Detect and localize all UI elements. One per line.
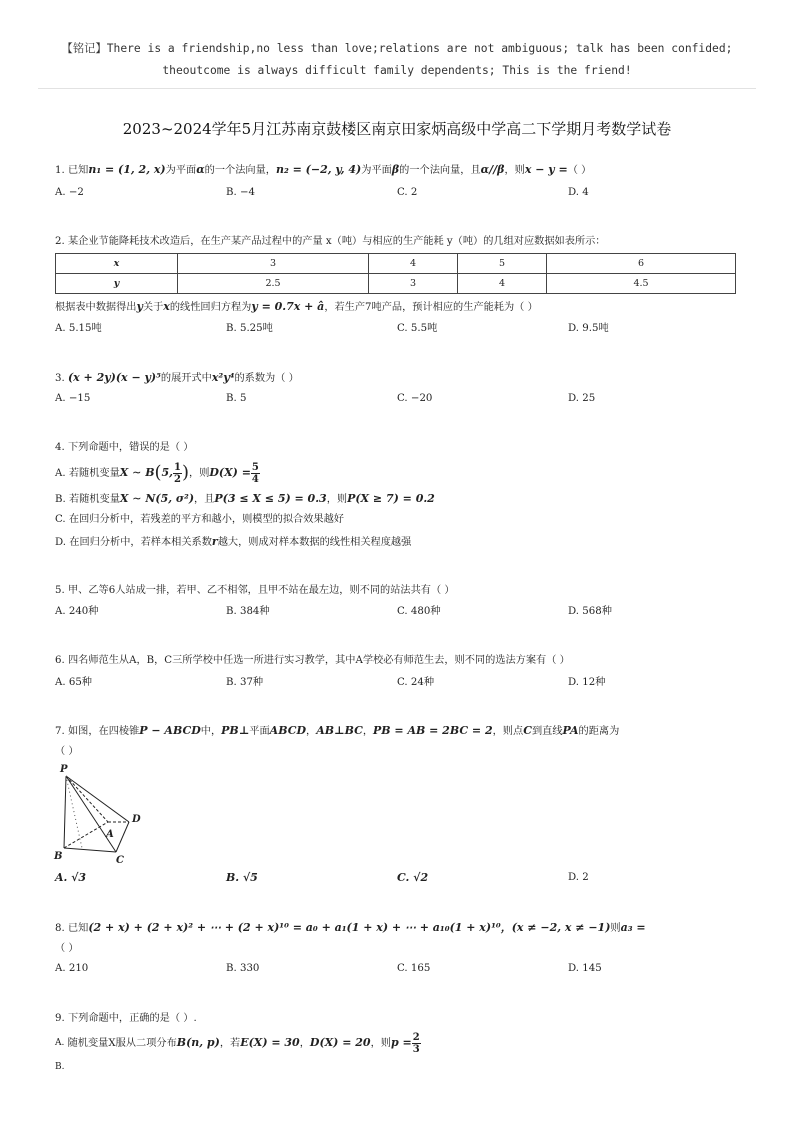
q2-option-b: B. 5.25吨	[226, 323, 273, 334]
q8-text: 8. 已知	[55, 923, 89, 934]
q9-expectation: E(X) = 30	[240, 1036, 300, 1049]
question-1	[55, 163, 591, 178]
q4-arg: 5,	[161, 466, 174, 479]
q1-text: 为平面	[361, 165, 392, 176]
q6-option-c: C. 24种	[397, 677, 435, 688]
q8-option-c: C. 165	[397, 963, 431, 974]
q5-option-b: B. 384种	[226, 606, 270, 617]
q1-vector-n2: n₂ = (−2, y, 4)	[275, 163, 362, 176]
question-7	[55, 724, 619, 739]
table-cell: 3	[178, 254, 369, 274]
question-2: 2. 某企业节能降耗技术改造后，在生产某产品过程中的产量 x（吨）与相应的生产能耗 y（吨）的几组对应数据如表所示：	[55, 236, 606, 247]
q1-option-d: D. 4	[568, 187, 589, 198]
option-text: B. √5	[226, 871, 258, 884]
q2-text: 根据表中数据得出	[55, 302, 137, 313]
q5-option-c: C. 480种	[397, 606, 441, 617]
q4-option-b	[55, 492, 435, 507]
q9-option-letter: A.	[55, 1038, 65, 1048]
motto-line-2: theoutcome is always difficult family dependents; This is the friend!	[162, 64, 632, 77]
fraction-denominator: 4	[251, 473, 259, 485]
q7-option-b	[226, 871, 258, 886]
q1-beta: β	[391, 163, 400, 176]
q1-condition: α//β	[480, 163, 505, 176]
q4-paren: )	[181, 462, 190, 483]
q9-option-a	[55, 1029, 421, 1058]
q9-text: 随机变量X服从二项分布	[67, 1038, 177, 1049]
q8-ask: a₃ =	[620, 921, 646, 934]
q1-expression: x − y =	[524, 163, 568, 176]
table-cell: 3	[369, 274, 458, 294]
fraction-numerator: 1	[174, 461, 181, 473]
q2-data-table	[55, 253, 736, 294]
q8-condition: ，(x ≠ −2, x ≠ −1)	[500, 921, 611, 934]
q8-answer-blank: （ ）	[55, 943, 79, 954]
label-p: P	[60, 764, 68, 775]
q4-option-d	[55, 535, 411, 550]
q4-option-a	[55, 459, 260, 488]
q7-text: 平面	[249, 726, 270, 737]
q7-condition: AB⊥BC	[316, 724, 363, 737]
q1-text: ，则	[504, 165, 525, 176]
q7-lengths: PB = AB = 2BC = 2	[373, 724, 493, 737]
q2-text: 关于	[142, 302, 164, 313]
label-b: B	[54, 851, 63, 862]
question-5: 5. 甲、乙等6人站成一排，若甲、乙不相邻，且甲不站在最左边，则不同的站法共有（ ）	[55, 585, 455, 596]
q9-option-b: B.	[55, 1062, 65, 1072]
q4-variance: D(X) =	[209, 466, 251, 479]
q8-option-d: D. 145	[568, 963, 602, 974]
option-text: C. √2	[397, 871, 429, 884]
question-4: 4. 下列命题中，错误的是（ ）	[55, 442, 194, 453]
table-header-y: y	[56, 274, 178, 294]
q7-text: ，	[362, 726, 374, 737]
q1-option-a: A. −2	[55, 187, 84, 198]
q7-option-a	[55, 871, 86, 886]
edge-ba	[64, 822, 108, 848]
motto-line-1: 【铭记】There is a friendship,no less than love;relations are not ambiguous; talk has been confided;	[61, 42, 733, 55]
q9-fraction	[412, 1032, 421, 1055]
q1-option-c: C. 2	[397, 187, 418, 198]
option-text: A. √3	[55, 871, 87, 884]
q4-text: ，则	[326, 494, 348, 505]
q3-option-b: B. 5	[226, 393, 247, 404]
q4-var-r: r	[211, 535, 218, 548]
q1-option-b: B. −4	[226, 187, 255, 198]
q3-text: 的展开式中	[160, 373, 212, 384]
q8-text: 则	[610, 923, 621, 934]
q2-text: ，若生产7吨产品，预计相应的生产能耗为（ ）	[324, 302, 538, 313]
q2-option-c: C. 5.5吨	[397, 323, 438, 334]
table-row	[56, 254, 736, 274]
edge-pa	[66, 776, 108, 822]
fraction-denominator: 2	[174, 473, 181, 485]
q7-option-d: D. 2	[568, 872, 589, 883]
q5-option-d: D. 568种	[568, 606, 612, 617]
table-cell: 2.5	[178, 274, 369, 294]
table-row	[56, 274, 736, 294]
q7-text: ，则点	[492, 726, 524, 737]
q9-binomial: B(n, p)	[176, 1036, 220, 1049]
q9-variance: D(X) = 20	[309, 1036, 371, 1049]
q4-text: D. 在回归分析中，若样本相关系数	[55, 537, 212, 548]
q4-option-c: C. 在回归分析中，若残差的平方和越小，则模型的拟合效果越好	[55, 514, 344, 525]
q3-option-d: D. 25	[568, 393, 596, 404]
question-6: 6. 四名师范生从A，B，C三所学校中任选一所进行实习教学，其中A学校必有师范生去，则不同的选法方案有（ ）	[55, 655, 570, 666]
fraction-denominator: 3	[412, 1043, 420, 1055]
q4-prob-2: P(X ≥ 7) = 0.2	[347, 492, 435, 505]
q3-term: x²y⁴	[211, 371, 235, 384]
q4-prob-1: P(3 ≤ X ≤ 5) = 0.3	[214, 492, 327, 505]
q4-text: B. 若随机变量	[55, 494, 120, 505]
table-cell: 4	[458, 274, 547, 294]
q7-line: PA	[562, 724, 579, 737]
q3-prefix: 3.	[55, 373, 68, 384]
q4-text: 越大，则成对样本数据的线性相关程度越强	[217, 537, 412, 548]
q2-regression-line	[55, 300, 538, 315]
q1-text: 的一个法向量，且	[399, 165, 481, 176]
edge-hidden	[66, 776, 82, 848]
q2-var-x: x	[163, 300, 170, 313]
q2-text: 的线性回归方程为	[169, 302, 252, 313]
label-c: C	[116, 855, 124, 866]
q9-p: p =	[390, 1036, 412, 1049]
q9-text: ，若	[219, 1038, 241, 1049]
table-cell: 5	[458, 254, 547, 274]
q8-option-b: B. 330	[226, 963, 260, 974]
edge-bc	[64, 848, 116, 852]
q3-text: 的系数为（ ）	[234, 373, 299, 384]
q2-var-y: y	[136, 300, 143, 313]
q7-text: 的距离为	[578, 726, 620, 737]
q3-expression: (x + 2y)(x − y)⁵	[67, 371, 161, 384]
q5-option-a: A. 240种	[55, 606, 99, 617]
edge-cd	[116, 822, 129, 852]
motto	[0, 38, 794, 82]
q7-point: C	[523, 724, 532, 737]
q4-paren: (	[154, 462, 162, 483]
q1-alpha: α	[196, 163, 205, 176]
q7-answer-blank: （ ）	[55, 746, 79, 757]
table-header-x: x	[56, 254, 178, 274]
pyramid-figure	[52, 762, 152, 866]
q4-text: ，则	[189, 468, 210, 479]
q1-text: 为平面	[165, 165, 197, 176]
q1-text: 的一个法向量，	[204, 165, 276, 176]
q7-condition: PB⊥	[221, 724, 250, 737]
fraction-numerator: 5	[251, 461, 259, 473]
q6-option-b: B. 37种	[226, 677, 264, 688]
q4-text: ，且	[194, 494, 215, 505]
q7-text: ，	[306, 726, 317, 737]
question-3	[55, 371, 299, 386]
edge-pc	[66, 776, 116, 852]
q7-text: 7. 如图，在四棱锥	[55, 726, 140, 737]
q4-fraction	[251, 462, 260, 485]
q9-text: ，则	[370, 1038, 391, 1049]
table-cell: 4.5	[547, 274, 736, 294]
q1-prefix: 1. 已知	[55, 165, 89, 176]
q6-option-a: A. 65种	[55, 677, 92, 688]
exam-title: 2023~2024学年5月江苏南京鼓楼区南京田家炳高级中学高二下学期月考数学试卷	[122, 120, 672, 138]
q3-option-c: C. −20	[397, 393, 433, 404]
q2-regression-equation: y = 0.7x + â	[251, 300, 325, 313]
q6-option-d: D. 12种	[568, 677, 606, 688]
question-9: 9. 下列命题中，正确的是（ ）.	[55, 1013, 197, 1024]
q7-text: 到直线	[531, 726, 563, 737]
q9-text: ，	[299, 1038, 310, 1049]
table-cell: 6	[547, 254, 736, 274]
label-a: A	[106, 829, 114, 840]
q7-pyramid: P − ABCD	[139, 724, 201, 737]
q3-option-a: A. −15	[55, 393, 91, 404]
q1-answer-blank: （ ）	[567, 165, 592, 176]
q2-option-d: D. 9.5吨	[568, 323, 609, 334]
question-8	[55, 921, 646, 936]
q8-option-a: A. 210	[55, 963, 89, 974]
q4-binomial: X ∼ B	[119, 466, 155, 479]
q4-fraction	[173, 462, 182, 485]
label-d: D	[132, 814, 141, 825]
divider	[38, 88, 756, 89]
q7-text: 中，	[200, 726, 222, 737]
edge-pd	[66, 776, 129, 822]
q7-plane: ABCD	[269, 724, 306, 737]
q4-text: A. 若随机变量	[55, 468, 120, 479]
q8-expression: (2 + x) + (2 + x)² + ⋯ + (2 + x)¹⁰ = a₀ + a₁(1 + x) + ⋯ + a₁₀(1 + x)¹⁰	[88, 921, 501, 934]
fraction-numerator: 2	[412, 1031, 420, 1043]
table-cell: 4	[369, 254, 458, 274]
q4-normal: X ∼ N(5, σ²)	[119, 492, 195, 505]
edge-pb	[64, 776, 66, 848]
q7-option-c	[397, 871, 428, 886]
q2-option-a: A. 5.15吨	[55, 323, 102, 334]
q1-vector-n1: n₁ = (1, 2, x)	[88, 163, 166, 176]
